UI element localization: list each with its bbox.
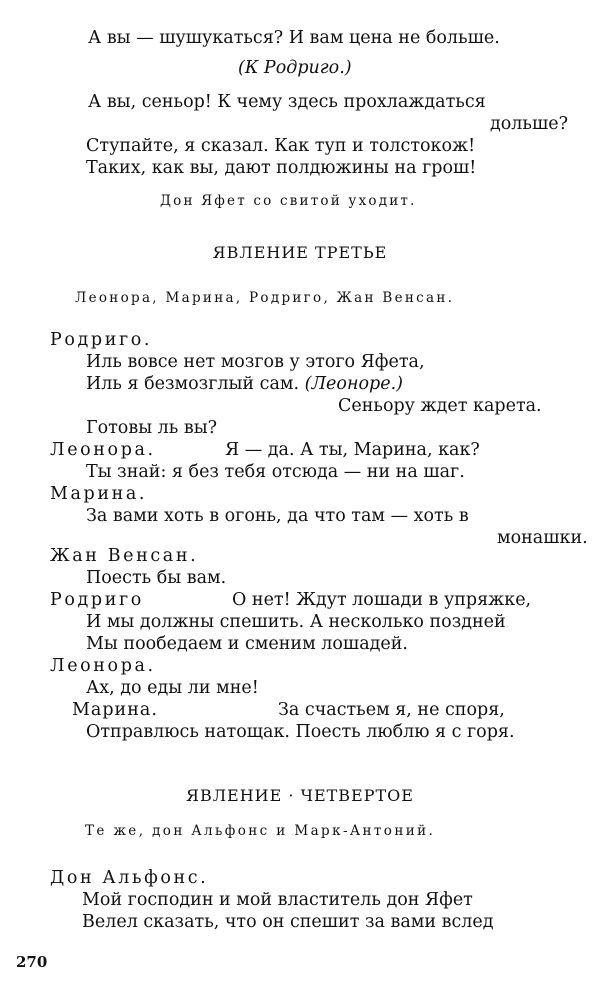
speaker-name: Леонора. — [50, 440, 156, 460]
verse-line: Ступайте, я сказал. Как туп и толстокож! — [86, 136, 476, 156]
verse-line: За вами хоть в огонь, да что там — хоть в — [86, 506, 469, 526]
verse-line: Поесть бы вам. — [86, 568, 227, 588]
page-number: 270 — [16, 953, 48, 971]
verse-line: А вы, сеньор! К чему здесь прохлаждаться — [88, 92, 486, 112]
scene-cast: Те же, дон Альфонс и Марк-Антоний. — [85, 823, 436, 839]
verse-line: Таких, как вы, дают полдюжины на грош! — [86, 158, 477, 178]
scene-heading: ЯВЛЕНИЕ ТРЕТЬЕ — [212, 243, 388, 262]
scene-cast: Леонора, Марина, Родриго, Жан Венсан. — [75, 290, 455, 306]
verse-line: Ты знай: я без тебя отсюда — ни на шаг. — [86, 462, 465, 482]
verse-line: Готовы ль вы? — [86, 418, 218, 438]
verse-line: Сеньору ждет карета. — [338, 396, 542, 416]
verse-line: Ах, до еды ли мне! — [86, 678, 259, 698]
speaker-name: Дон Альфонс. — [50, 868, 209, 888]
verse-line: Мы пообедаем и сменим лошадей. — [86, 634, 408, 654]
speaker-name: Леонора. — [50, 656, 156, 676]
stage-direction-exit: Дон Яфет со свитой уходит. — [160, 193, 417, 209]
verse-line: Мой господин и мой властитель дон Яфет — [82, 890, 473, 910]
stage-direction: (К Родриго.) — [238, 58, 352, 78]
verse-line: О нет! Ждут лошади в упряжке, — [232, 590, 532, 610]
verse-line: А вы — шушукаться? И вам цена не больше. — [88, 28, 500, 48]
verse-line: Я — да. А ты, Марина, как? — [225, 440, 480, 460]
verse-line: Иль вовсе нет мозгов у этого Яфета, — [86, 352, 425, 372]
verse-line: И мы должны спешить. А несколько поздней — [86, 612, 506, 632]
speaker-name: Марина. — [72, 700, 158, 720]
verse-line-continuation: дольше? — [490, 114, 568, 134]
verse-line: За счастьем я, не споря, — [278, 700, 505, 720]
verse-line: Велел сказать, что он спешит за вами вслед — [82, 912, 494, 932]
scene-heading: ЯВЛЕНИЕ · ЧЕТВЕРТОЕ — [186, 786, 414, 805]
speaker-name: Марина. — [50, 484, 148, 504]
verse-line-continuation: монашки. — [497, 528, 588, 548]
speaker-name: Родриго — [50, 590, 144, 610]
speaker-name: Жан Венсан. — [50, 546, 199, 566]
verse-line: Отправлюсь натощак. Поесть люблю я с горя. — [86, 722, 515, 742]
verse-line: Иль я безмозглый сам. (Леоноре.) — [86, 374, 403, 394]
speaker-name: Родриго. — [50, 330, 153, 350]
